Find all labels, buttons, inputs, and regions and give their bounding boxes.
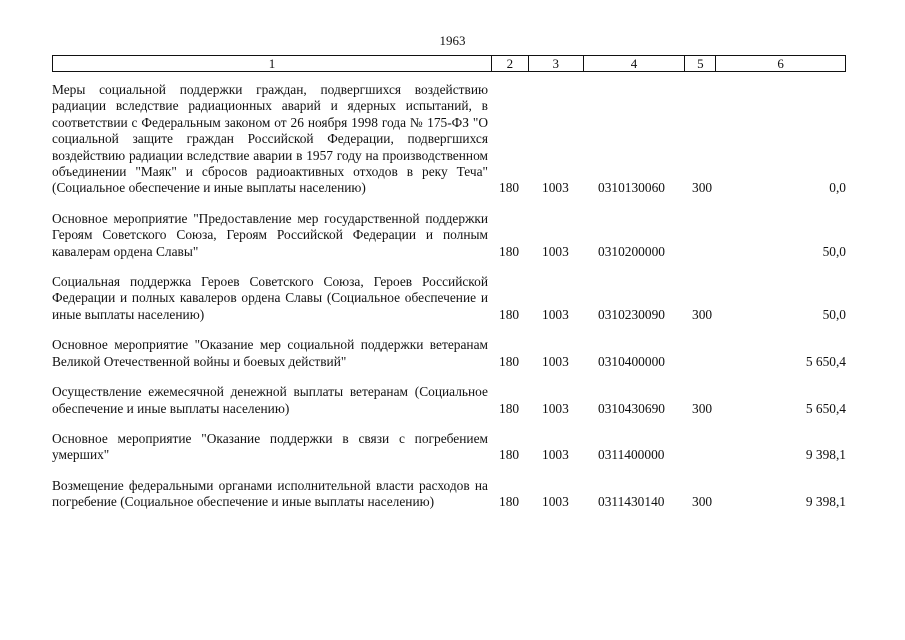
row-col-6: 50,0 (822, 306, 846, 322)
column-header-2: 2 (492, 56, 529, 71)
table-header (52, 55, 846, 72)
row-col-3: 1003 (542, 243, 569, 259)
row-col-5: 300 (692, 180, 713, 196)
row-col-5: 300 (692, 306, 713, 322)
table-row (52, 274, 846, 323)
row-description: Меры социальной поддержки граждан, подвергшихся воздействию радиации вследствие радиационных аварий и ядерных испытаний, в соответствии с Федеральным законом от 26 ноября 1998 года № 175-ФЗ "О социальной защите граждан Российской Федерации, подвергшихся воздействию радиации вследствие аварии в 1957 году на производственном объединении "Маяк" и сбросов радиоактивных отходов в реку Теча" (Социальное обеспечение и иные выплаты населению) (52, 82, 488, 196)
column-header-4: 4 (584, 56, 686, 71)
row-col-3: 1003 (542, 447, 569, 463)
row-col-4: 0310400000 (598, 353, 665, 369)
row-col-3: 1003 (542, 306, 569, 322)
row-col-2: 180 (499, 447, 520, 463)
row-col-4: 0311430140 (598, 494, 665, 510)
row-col-4: 0310430690 (598, 400, 665, 416)
row-col-5: 300 (692, 400, 713, 416)
row-col-4: 0310200000 (598, 243, 665, 259)
row-col-5: 300 (692, 494, 713, 510)
column-header-6: 6 (777, 56, 784, 71)
row-col-4: 0310130060 (598, 180, 665, 196)
table-row (52, 431, 846, 464)
row-description: Основное мероприятие "Предоставление мер государственной поддержки Героям Советского Союза, Героям Российской Федерации и полным кавалерам ордена Славы" (52, 210, 488, 259)
row-col-6: 9 398,1 (805, 447, 846, 463)
column-header-1: 1 (53, 56, 492, 71)
row-description: Осуществление ежемесячной денежной выплаты ветеранам (Социальное обеспечение и иные выплаты населению) (52, 384, 488, 416)
column-header-5: 5 (685, 56, 716, 71)
row-col-4: 0310230090 (598, 306, 665, 322)
row-description: Социальная поддержка Героев Советского Союза, Героев Российской Федерации и полных кавалеров ордена Славы (Социальное обеспечение и иные выплаты населению) (52, 274, 488, 322)
row-description: Возмещение федеральными органами исполнительной власти расходов на погребение (Социальное обеспечение и иные выплаты населению) (52, 477, 488, 510)
table-body (52, 82, 846, 525)
row-col-2: 180 (499, 494, 520, 510)
row-col-4: 0311400000 (598, 447, 665, 463)
row-col-3: 1003 (542, 494, 569, 510)
row-col-6: 0,0 (829, 180, 846, 196)
row-col-6: 5 650,4 (805, 353, 846, 369)
row-col-2: 180 (499, 353, 520, 369)
column-header-3: 3 (529, 56, 584, 71)
row-col-2: 180 (499, 306, 520, 322)
table-row (52, 337, 846, 370)
row-col-6: 5 650,4 (805, 400, 846, 416)
row-col-2: 180 (499, 180, 520, 196)
row-description: Основное мероприятие "Оказание мер социальной поддержки ветеранам Великой Отечественной войны и боевых действий" (52, 337, 488, 369)
row-col-3: 1003 (542, 353, 569, 369)
table-row (52, 211, 846, 260)
table-row (52, 82, 846, 197)
table-row (52, 478, 846, 511)
row-col-3: 1003 (542, 180, 569, 196)
row-col-2: 180 (499, 400, 520, 416)
row-col-6: 9 398,1 (805, 494, 846, 510)
page-number: 1963 (439, 33, 466, 48)
row-col-3: 1003 (542, 400, 569, 416)
table-row (52, 384, 846, 417)
row-col-6: 50,0 (822, 243, 846, 259)
row-description: Основное мероприятие "Оказание поддержки в связи с погребением умерших" (52, 430, 488, 463)
row-col-2: 180 (499, 243, 520, 259)
